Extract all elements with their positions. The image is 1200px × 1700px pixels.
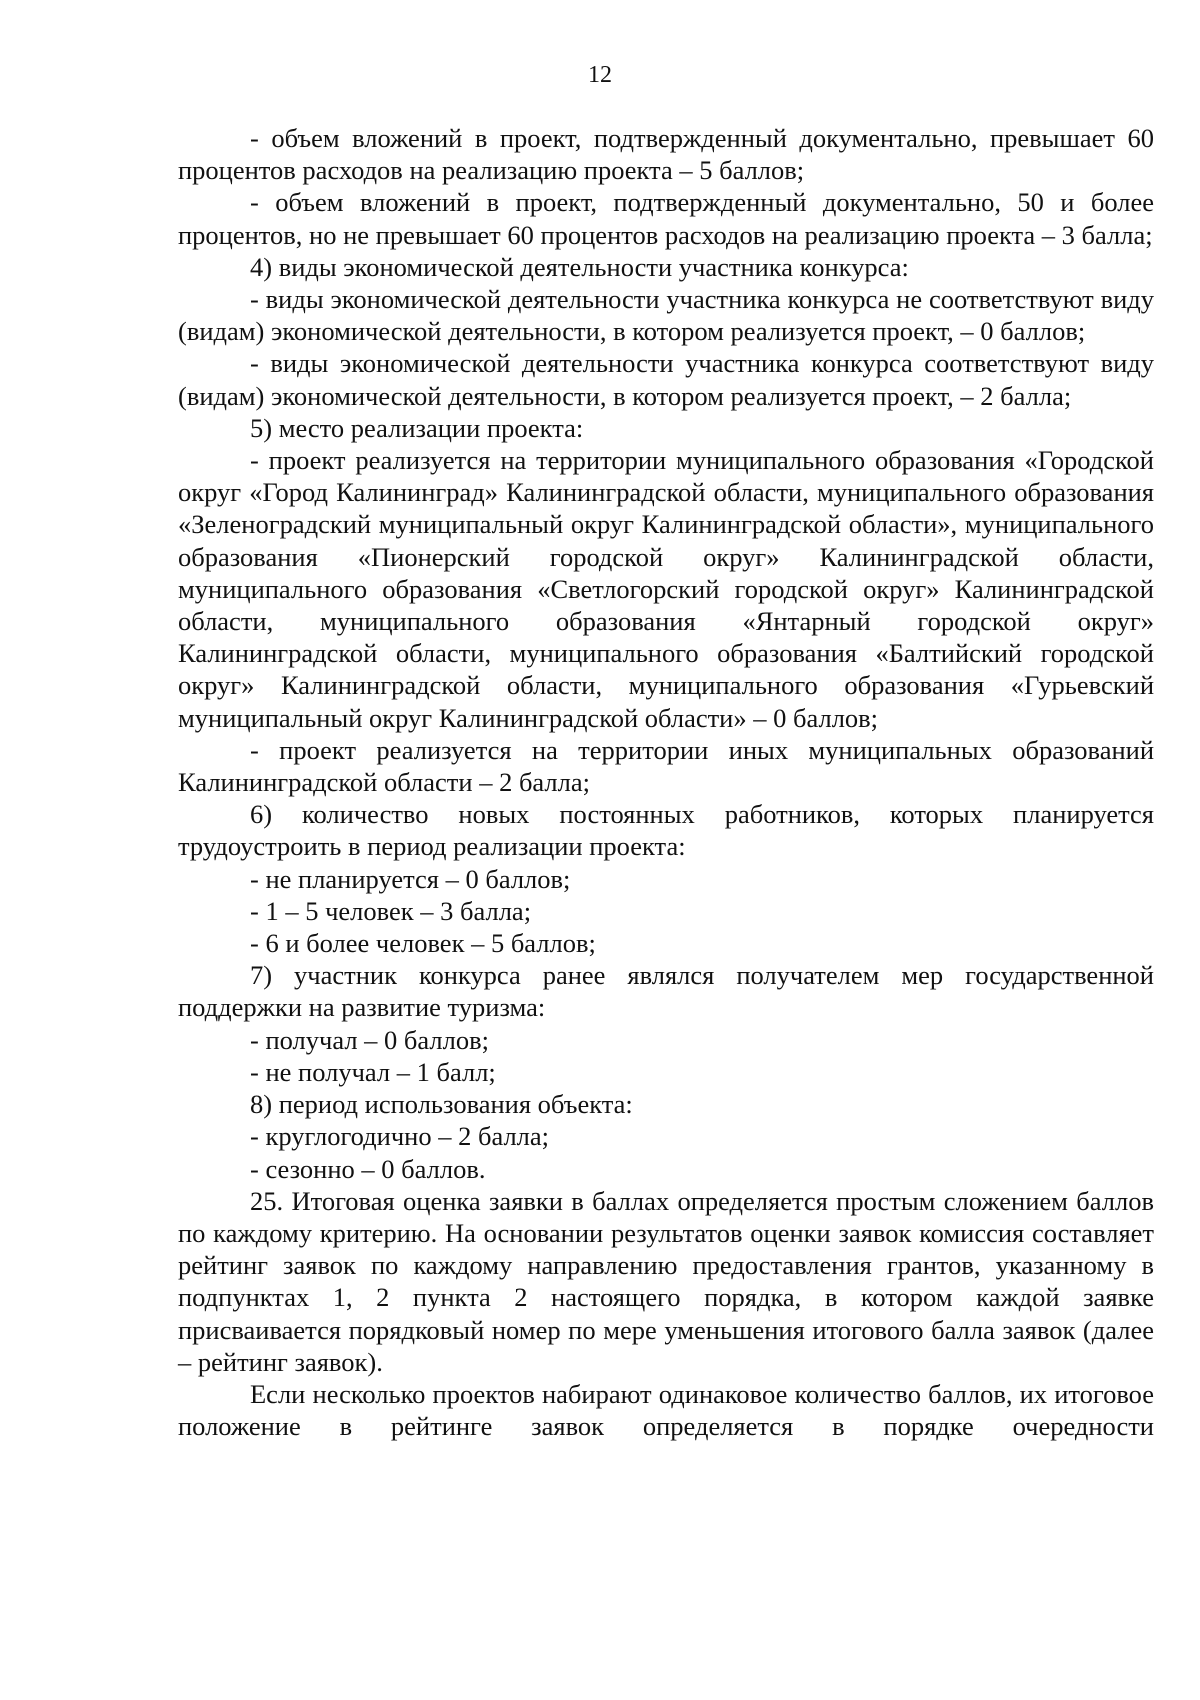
paragraph: - не планируется – 0 баллов;	[250, 863, 571, 894]
paragraph: Если несколько проектов набирают одинаковое количество баллов, их итоговое положение в рейтинге заявок определяется в порядке очередности	[178, 1378, 1154, 1442]
paragraph: - виды экономической деятельности участника конкурса соответствуют виду (видам) экономической деятельности, в котором реализуется проект, – 2 балла;	[178, 348, 1154, 411]
document-body	[178, 122, 1154, 1442]
paragraph: 5) место реализации проекта:	[250, 412, 584, 443]
paragraph: - проект реализуется на территории муниципального образования «Городской округ «Город Калининград» Калининградской области, муниципального образования «Зеленоградский муниципальный округ Калининградской области», муниципального образования «Пионерский городской округ» Калининградской области, муниципального образования «Светлогорский городской округ» Калининградской области, муниципального образования «Янтарный городской округ» Калининградской области, муниципального образования «Балтийский городской округ» Калининградской области, муниципального образования «Гурьевский муниципальный округ Калининградской области» – 0 баллов;	[178, 445, 1154, 733]
paragraph: 6) количество новых постоянных работников, которых планируется трудоустроить в период реализации проекта:	[178, 799, 1154, 862]
paragraph: - объем вложений в проект, подтвержденный документально, превышает 60 процентов расходов на реализацию проекта – 5 баллов;	[178, 123, 1154, 186]
page-number: 12	[588, 62, 612, 88]
paragraph: - сезонно – 0 баллов.	[250, 1153, 486, 1184]
paragraph: - виды экономической деятельности участника конкурса не соответствуют виду (видам) экономической деятельности, в котором реализуется проект, – 0 баллов;	[178, 284, 1154, 347]
paragraph: - 1 – 5 человек – 3 балла;	[250, 895, 532, 926]
paragraph: 25. Итоговая оценка заявки в баллах определяется простым сложением баллов по каждому критерию. На основании результатов оценки заявок комиссия составляет рейтинг заявок по каждому направлению предоставления грантов, указанному в подпунктах 1, 2 пункта 2 настоящего порядка, в котором каждой заявке присваивается порядковый номер по мере уменьшения итогового балла заявок (далее – рейтинг заявок).	[178, 1185, 1154, 1377]
paragraph: - объем вложений в проект, подтвержденный документально, 50 и более процентов, но не превышает 60 процентов расходов на реализацию проекта – 3 балла;	[178, 187, 1154, 250]
paragraph: - 6 и более человек – 5 баллов;	[250, 928, 596, 959]
paragraph: 7) участник конкурса ранее являлся получателем мер государственной поддержки на развитие туризма:	[178, 960, 1154, 1023]
paragraph: - круглогодично – 2 балла;	[250, 1121, 550, 1152]
paragraph: - получал – 0 баллов;	[250, 1024, 489, 1055]
paragraph: - не получал – 1 балл;	[250, 1056, 496, 1087]
paragraph: - проект реализуется на территории иных муниципальных образований Калининградской области – 2 балла;	[178, 734, 1154, 798]
paragraph: 4) виды экономической деятельности участника конкурса:	[250, 251, 909, 282]
paragraph: 8) период использования объекта:	[250, 1089, 633, 1120]
